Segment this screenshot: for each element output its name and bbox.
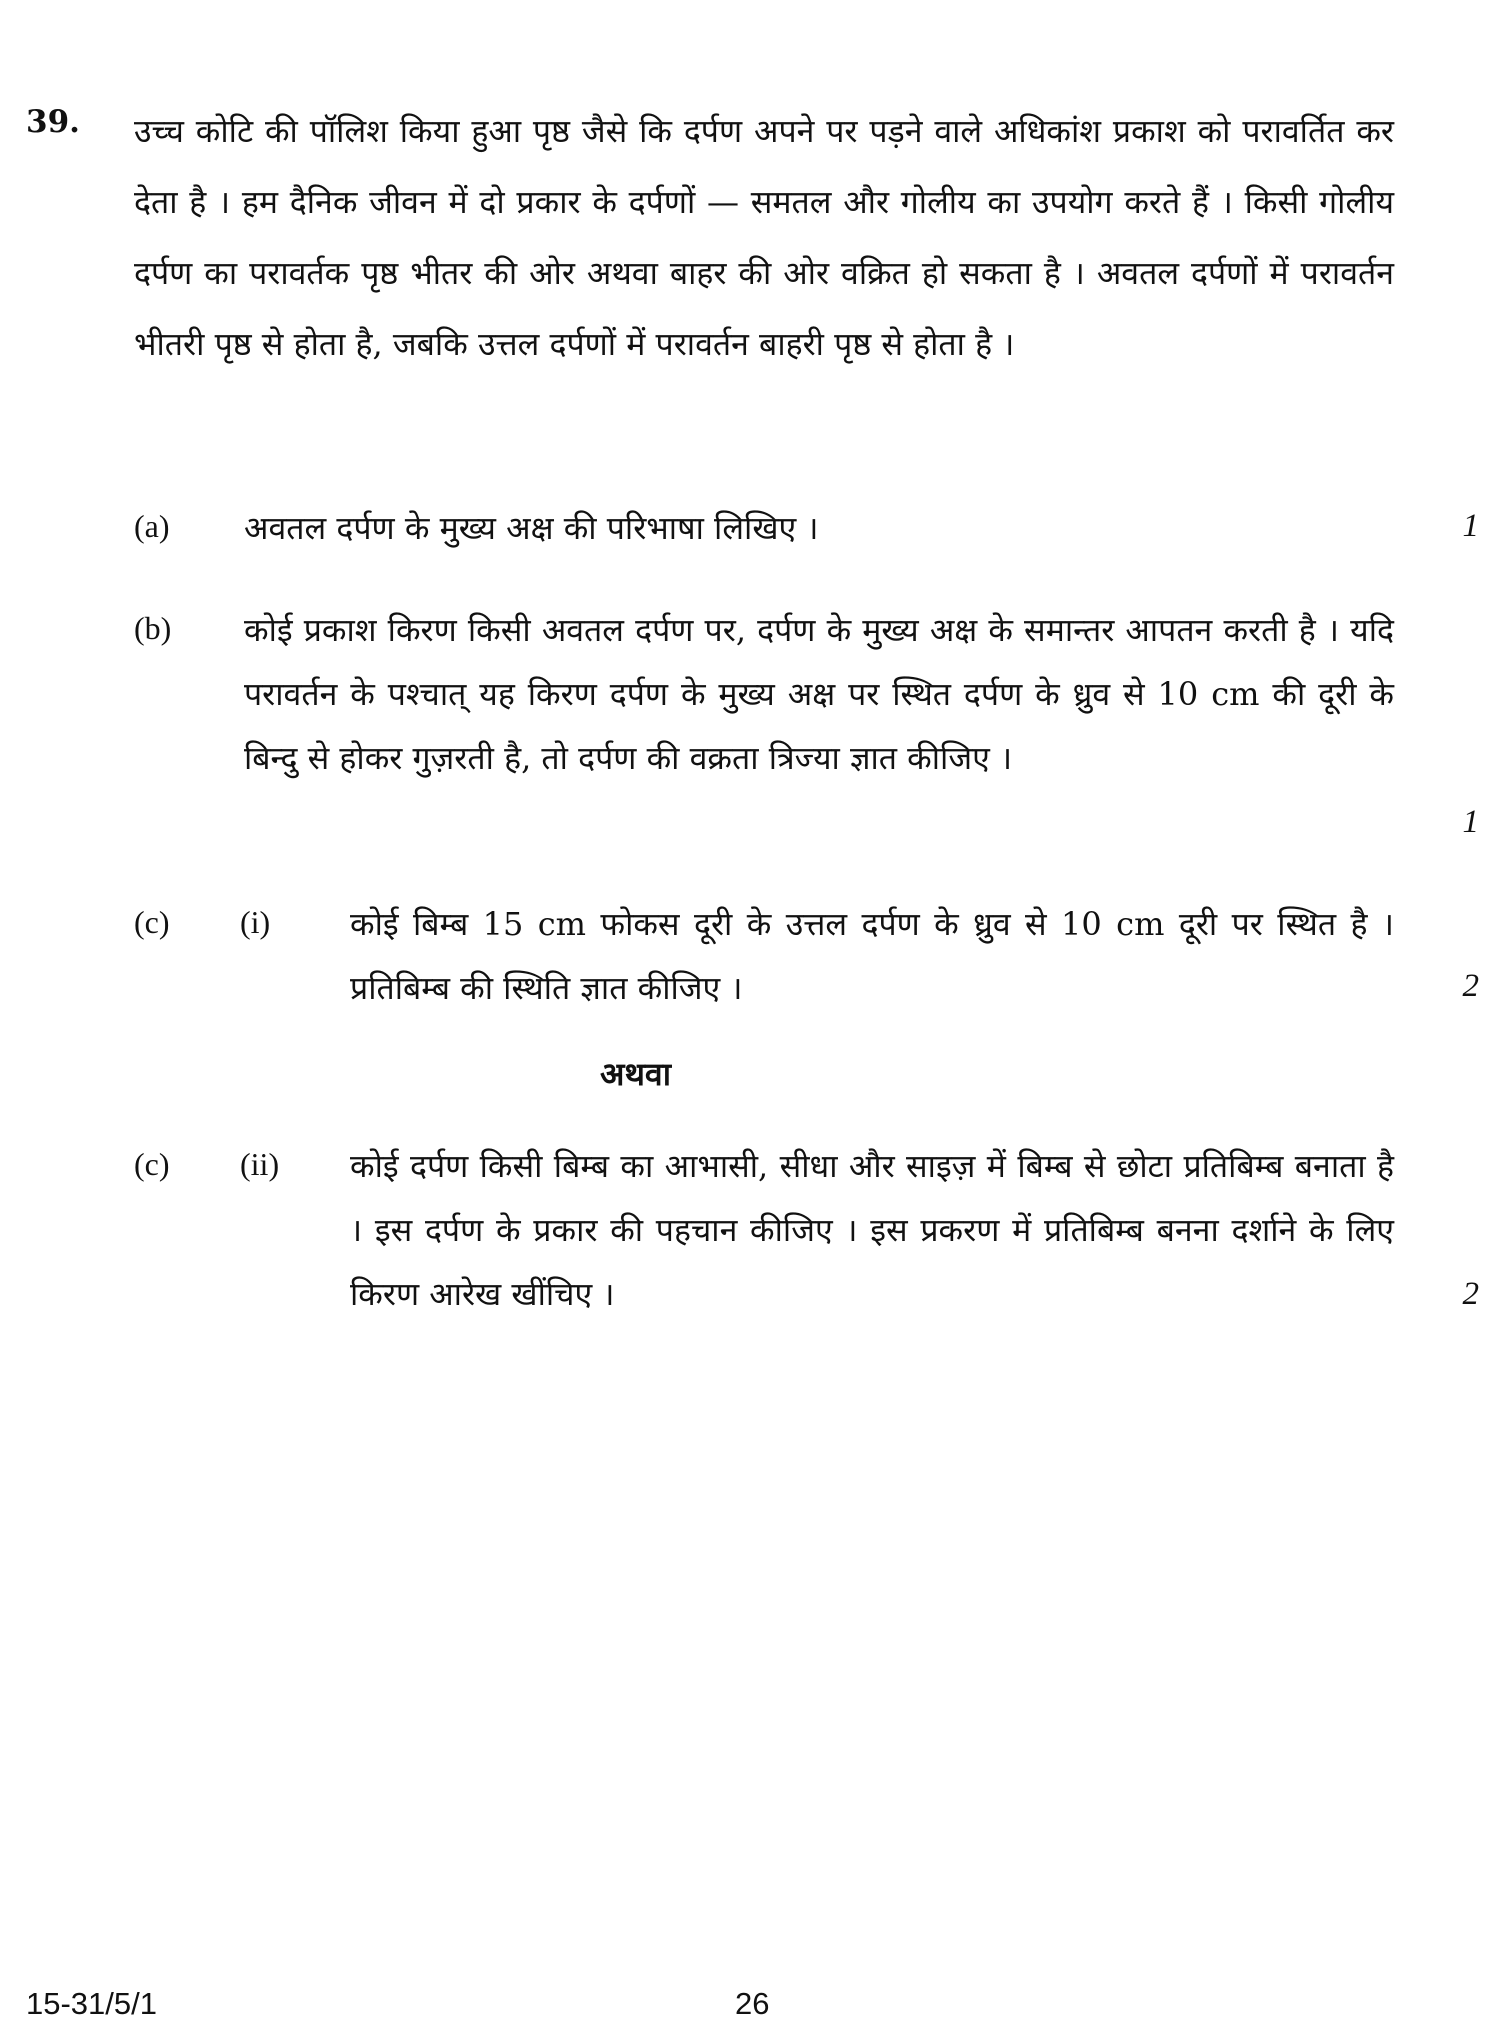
part-a-label: (a)	[134, 508, 170, 544]
or-separator: अथवा	[600, 1055, 671, 1093]
part-b-marks: 1	[1462, 804, 1479, 840]
part-a-text: अवतल दर्पण के मुख्य अक्ष की परिभाषा लिखिए ।	[244, 509, 819, 547]
part-c-i-label: (i)	[240, 904, 271, 940]
part-c-i-marks: 2	[1462, 968, 1479, 1004]
part-a-marks: 1	[1462, 508, 1479, 544]
question-number: 39.	[26, 104, 80, 140]
paper-code: 15-31/5/1	[26, 1986, 157, 2021]
part-c-ii-label: (ii)	[240, 1146, 280, 1182]
part-c-label: (c)	[134, 904, 170, 940]
part-c-i-text: कोई बिम्ब 15 cm फोकस दूरी के उत्तल दर्पण के ध्रुव से 10 cm दूरी पर स्थित है । प्रतिबिम्ब की स्थिति ज्ञात कीजिए ।	[350, 905, 1394, 1007]
part-b-label: (b)	[134, 610, 172, 646]
part-c-ii-text: कोई दर्पण किसी बिम्ब का आभासी, सीधा और साइज़ में बिम्ब से छोटा प्रतिबिम्ब बनाता है । इस दर्पण के प्रकार की पहचान कीजिए । इस प्रकरण में प्रतिबिम्ब बनना दर्शाने के लिए किरण आरेख खींचिए ।	[350, 1147, 1394, 1313]
part-b-text: कोई प्रकाश किरण किसी अवतल दर्पण पर, दर्पण के मुख्य अक्ष के समान्तर आपतन करती है । यदि परावर्तन के पश्चात् यह किरण दर्पण के मुख्य अक्ष पर स्थित दर्पण के ध्रुव से 10 cm की दूरी के बिन्दु से होकर गुज़रती है, तो दर्पण की वक्रता त्रिज्या ज्ञात कीजिए ।	[244, 611, 1394, 777]
page-number: 26	[735, 1986, 770, 2021]
part-c-ii-marks: 2	[1462, 1276, 1479, 1312]
part-c-alt-label: (c)	[134, 1146, 170, 1182]
question-stem: उच्च कोटि की पॉलिश किया हुआ पृष्ठ जैसे कि दर्पण अपने पर पड़ने वाले अधिकांश प्रकाश को परावर्तित कर देता है । हम दैनिक जीवन में दो प्रकार के दर्पणों — समतल और गोलीय का उपयोग करते हैं । किसी गोलीय दर्पण का परावर्तक पृष्ठ भीतर की ओर अथवा बाहर की ओर वक्रित हो सकता है । अवतल दर्पणों में परावर्तन भीतरी पृष्ठ से होता है, जबकि उत्तल दर्पणों में परावर्तन बाहरी पृष्ठ से होता है ।	[134, 112, 1394, 363]
